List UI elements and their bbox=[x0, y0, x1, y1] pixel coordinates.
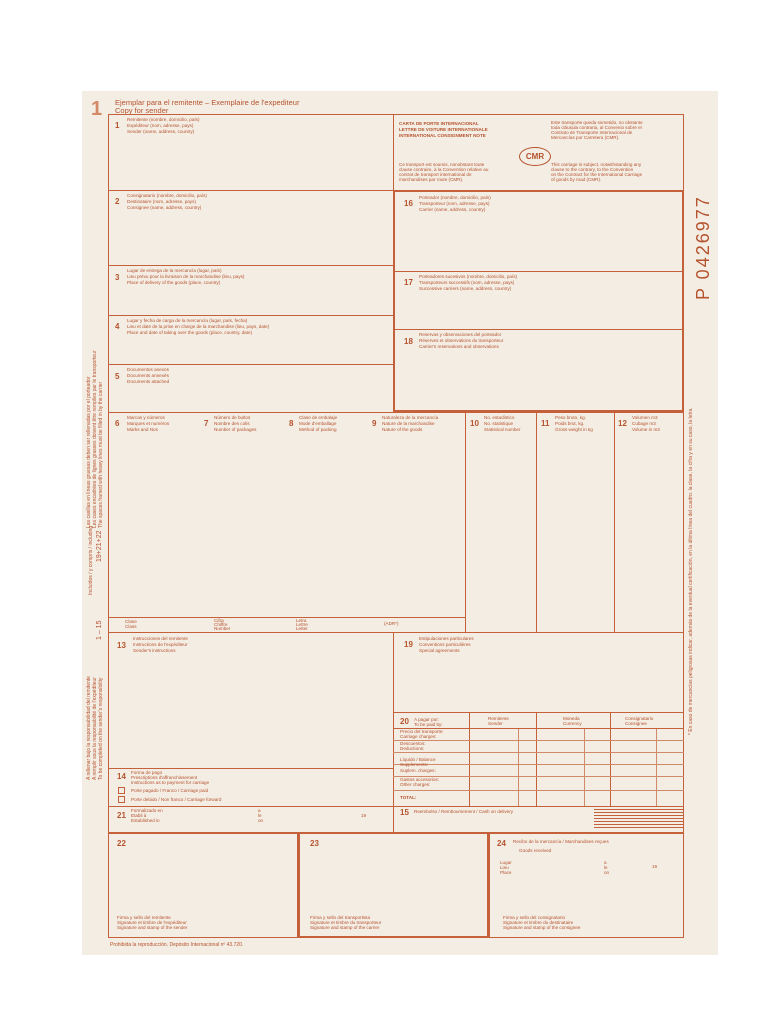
cell-12-label-fr: Cubage m3 bbox=[632, 421, 656, 426]
cell-7-label-en: Number of packages bbox=[214, 427, 257, 432]
pay-row-label-3a: Suplem. charges: bbox=[400, 768, 436, 773]
cell-17-label-en: Successive carriers (name, address, country) bbox=[419, 286, 512, 291]
cell-5-number: 5 bbox=[115, 372, 120, 381]
left-margin-5: A rellenar bajo la responsabilidad del remitente bbox=[86, 676, 92, 780]
cell-4-number: 4 bbox=[115, 322, 120, 331]
cell-6-number: 6 bbox=[115, 419, 120, 428]
cell-22-sig-fr: Signature et timbre de l'expéditeur bbox=[117, 920, 187, 925]
cell-1-label-fr: Expéditeur (nom, adresse, pays) bbox=[127, 123, 194, 128]
left-margin-7: To be completed on the sender's responsibility bbox=[98, 677, 104, 780]
pay-col-consignee-es: Consignatario bbox=[625, 716, 654, 721]
cell-22-sig-es: Firma y sello del remitente bbox=[117, 915, 171, 920]
cell-23-sig-fr: Signature et timbre du transporteur bbox=[310, 920, 382, 925]
cell-4-label-es: Lugar y fecha de carga de la mercancía (lugar, país, fecha) bbox=[127, 318, 248, 323]
cell-8-number: 8 bbox=[289, 419, 294, 428]
cell-11-label-es: Peso bruto, kg. bbox=[555, 415, 586, 420]
cell-1-label-en: Sender (name, address, country) bbox=[127, 129, 195, 134]
line-3-4 bbox=[108, 315, 393, 316]
cell-24-date-fr: le bbox=[604, 865, 608, 870]
cell-10-label-en: Statistical number bbox=[484, 427, 521, 432]
cell-15-label: Reembolso / Remboursement / Cash on delivery bbox=[414, 809, 514, 814]
title-rb-2: clause to the contrary, to the Convention bbox=[551, 167, 634, 172]
adr-label: (ADR*) bbox=[384, 621, 399, 626]
pay-row-1 bbox=[393, 740, 684, 741]
left-margin-1: Las casillas en líneas gruesas deben ser rellenadas por el porteador bbox=[86, 376, 92, 528]
left-margin-2: Les cases encadrées de lignes grasses doivent être remplies par le transporteur bbox=[92, 350, 98, 528]
copy-title-line1: Ejemplar para el remitente – Exemplaire de l'expediteur bbox=[115, 98, 300, 107]
cell-3-number: 3 bbox=[115, 273, 120, 282]
cell-23-number: 23 bbox=[310, 839, 319, 848]
left-margin-range2: 1 – 15 bbox=[96, 620, 103, 640]
cell-2-label-en: Consignee (name, address, country) bbox=[127, 205, 202, 210]
pay-row-label-2a: Líquido / Balance bbox=[400, 757, 436, 762]
pay-row-label-4b: Other charges: bbox=[400, 782, 431, 787]
pay-row-label-2b: Supplements: bbox=[400, 762, 429, 767]
pay-row-label-0b: Carriage charges: bbox=[400, 734, 437, 739]
pay-col-0 bbox=[469, 712, 470, 806]
cell-6-label-es: Marcas y números bbox=[127, 415, 165, 420]
cell-19-number: 19 bbox=[404, 640, 413, 649]
pay-row-3 bbox=[393, 764, 684, 765]
mid-divider bbox=[393, 632, 394, 832]
cell-8-label-fr: Mode d'emballage bbox=[299, 421, 337, 426]
pay-col-currency-es: Moneda bbox=[563, 716, 580, 721]
cell-24-date-es: a bbox=[604, 860, 607, 865]
cell-12-number: 12 bbox=[618, 419, 627, 428]
cell-23-sig-en: Signature and stamp of the carrier bbox=[310, 925, 380, 930]
goods-vline-11 bbox=[536, 412, 537, 632]
line-13-14 bbox=[108, 768, 393, 769]
letra-label-en: Letter bbox=[296, 626, 308, 631]
letra-label-fr: Lettre bbox=[296, 622, 308, 627]
line-4-5 bbox=[108, 364, 393, 365]
cell-24-sig-en: Signature and stamp of the consignee bbox=[503, 925, 581, 930]
line-17-18 bbox=[393, 329, 684, 330]
cell-9-label-en: Nature of the goods bbox=[382, 427, 423, 432]
cell-21-field-a: a bbox=[258, 808, 261, 813]
cell-4-label-fr: Lieu et date de la prise en charge de la marchandise (lieu, pays, date) bbox=[127, 324, 270, 329]
pay-row-5 bbox=[393, 790, 684, 791]
cell-5-label-fr: Documents annexés bbox=[127, 373, 169, 378]
cell-13-number: 13 bbox=[117, 641, 126, 650]
cell-21-year: 19 bbox=[361, 813, 367, 818]
cell-21-label-fr: Etabli à bbox=[131, 813, 147, 818]
title-right-3: Contrato de Transporte Internacional de bbox=[551, 130, 633, 135]
cell-24-place-en: Place bbox=[500, 870, 512, 875]
line-19-20 bbox=[393, 712, 684, 713]
left-margin-3: The spaces framed with heavy lines must be filled in by the carrier bbox=[98, 381, 104, 528]
cell-18-number: 18 bbox=[404, 337, 413, 346]
line-goods-top bbox=[108, 412, 684, 413]
footer-text: Prohibida la reproducción. Depósito Internacional nº 43.720. bbox=[110, 942, 244, 948]
cell-3-label-es: Lugar de entrega de la mercancía (lugar, país) bbox=[127, 268, 222, 273]
line-2-3 bbox=[108, 265, 393, 266]
pay-col-consignee-en: Consignee bbox=[625, 721, 647, 726]
title-rb-1: This carriage is subject, notwithstanding any bbox=[551, 162, 642, 167]
cell-22-number: 22 bbox=[117, 839, 126, 848]
cell-11-label-en: Gross weight in kg bbox=[555, 427, 593, 432]
cell-24-year: 19 bbox=[652, 864, 658, 869]
cell-9-label-es: Naturaleza de la mercancía bbox=[382, 415, 439, 420]
pay-row-label-4a: Gastos accesorios: bbox=[400, 777, 440, 782]
cell-4-label-en: Place and date of taking over the goods (place, country, date) bbox=[127, 330, 253, 335]
pay-row-label-1b: Deductions: bbox=[400, 746, 425, 751]
cell-21-field-le: le bbox=[258, 813, 262, 818]
cell-16-label-fr: Transporteur (nom, adresse, pays) bbox=[419, 201, 490, 206]
line-class-row bbox=[108, 617, 465, 618]
title-right-4: Mercancías por Carretera (CMR). bbox=[551, 135, 620, 140]
cell-7-label-fr: Nombre des colis bbox=[214, 421, 250, 426]
title-left-1: CARTA DE PORTE INTERNACIONAL bbox=[399, 121, 479, 126]
title-left-2: LETTRE DE VOITURE INTERNATIONALE bbox=[399, 127, 488, 132]
cell-10-label-fr: No. statistique bbox=[484, 421, 514, 426]
cmr-logo: CMR bbox=[519, 147, 551, 166]
cell-14-label-es: Forma de pago bbox=[131, 770, 163, 775]
cell-9-number: 9 bbox=[372, 419, 377, 428]
cifra-label-es: Cifra bbox=[214, 618, 224, 623]
cell-3-label-en: Place of delivery of the goods (place, country) bbox=[127, 280, 221, 285]
carriage-paid-label: Porte pagado / Franco / Carriage paid bbox=[131, 788, 209, 793]
left-margin-range1: 19+21+22 bbox=[96, 530, 103, 562]
title-rb-4: of goods by road (CMR). bbox=[551, 177, 602, 182]
carriage-forward-label: Porte debido / Non franco / Carriage forward bbox=[131, 797, 222, 802]
line-16-17 bbox=[393, 271, 684, 272]
cell-13-label-es: Instrucciones del remitente bbox=[133, 636, 188, 641]
letra-label-es: Letra bbox=[296, 618, 307, 623]
cell-18-label-es: Reservas y observaciones del porteador bbox=[419, 332, 502, 337]
pay-col-currency-en: Currency bbox=[563, 721, 582, 726]
line-goods-bottom bbox=[108, 632, 684, 633]
line-14-21 bbox=[108, 806, 393, 807]
cifra-label-en: Number bbox=[214, 626, 231, 631]
cell-2-label-es: Consignatario (nombre, domicilio, país) bbox=[127, 193, 207, 198]
cell-6-label-fr: Marques et numéros bbox=[127, 421, 170, 426]
pay-row-2 bbox=[393, 752, 684, 753]
goods-vline-10 bbox=[465, 412, 466, 632]
carrier-box bbox=[393, 190, 684, 412]
line-1-2 bbox=[108, 190, 393, 191]
cell-24-label-en: Goods received bbox=[519, 848, 552, 853]
pay-row-label-1a: Descuentos: bbox=[400, 741, 426, 746]
left-margin-6: A remplir sous la responsabilité de l'expéditeur bbox=[92, 677, 98, 780]
cell-24-sig-fr: Signature et timbre du destinataire bbox=[503, 920, 574, 925]
cell-21-label-es: Formalizado en bbox=[131, 808, 163, 813]
cell-16-label-es: Porteador (nombre, domicilio, país) bbox=[419, 195, 491, 200]
copy-title-line2: Copy for sender bbox=[115, 106, 169, 115]
cell-17-label-fr: Transporteurs successifs (nom, adresse, pays) bbox=[419, 280, 515, 285]
cell-5-label-en: Documents attached bbox=[127, 379, 170, 384]
cell-19-label-en: Special agreements bbox=[419, 648, 460, 653]
cell-19-label-fr: Conventions particulières bbox=[419, 642, 471, 647]
cell-14-label-fr: Prescriptions d'affranchissement bbox=[131, 775, 198, 780]
class-label-en: Class bbox=[125, 624, 137, 629]
right-margin-note: * En caso de mercancías peligrosas indicar, además de la eventual certificación, en la última línea del cuadro: la clase, la cifra y en su caso, la letra. bbox=[688, 407, 694, 735]
cell-18-label-fr: Réserves et observations du transporteur bbox=[419, 338, 504, 343]
cell-21-field-on: on bbox=[258, 818, 264, 823]
cell-8-label-en: Method of packing bbox=[299, 427, 337, 432]
title-left-3: INTERNATIONAL CONSIGNMENT NOTE bbox=[399, 133, 486, 138]
cell-6-label-en: Marks and Nos bbox=[127, 427, 158, 432]
goods-vline-12 bbox=[614, 412, 615, 632]
cell-7-label-es: Número de bultos bbox=[214, 415, 251, 420]
cell-22-sig-en: Signature and stamp of the sender bbox=[117, 925, 188, 930]
pay-col-sender-es: Remitente bbox=[488, 716, 509, 721]
title-lb-4: marchandises par route (CMR). bbox=[399, 177, 464, 182]
cell-5-label-es: Documentos anexos bbox=[127, 367, 169, 372]
cell-12-label-en: Volume in m3 bbox=[632, 427, 660, 432]
cifra-label-fr: Chiffre bbox=[214, 622, 228, 627]
cell-1-number: 1 bbox=[115, 121, 120, 130]
cell-12-label-es: Volumen m3 bbox=[632, 415, 658, 420]
left-margin-incl: Incluidos / y compris / including bbox=[88, 525, 94, 595]
cod-stripes bbox=[594, 806, 684, 830]
title-right-2: toda cláusula contraria, al Convenio sobre el bbox=[551, 125, 642, 130]
cell-16-label-en: Carrier (name, address, country) bbox=[419, 207, 486, 212]
class-label-es: Clase bbox=[125, 619, 137, 624]
cell-17-number: 17 bbox=[404, 278, 413, 287]
cell-21-number: 21 bbox=[117, 811, 126, 820]
cell-10-number: 10 bbox=[470, 419, 479, 428]
cell-11-number: 11 bbox=[541, 419, 550, 428]
title-right-1: Este transporte queda sometido, no obstante bbox=[551, 120, 643, 125]
cell-24-sig-es: Firma y sello del consignatario bbox=[503, 915, 566, 920]
cell-24-place-fr: Lieu bbox=[500, 865, 509, 870]
cell-15-number: 15 bbox=[400, 808, 409, 817]
cell-14-label-en: Instructions as to payment for carriage bbox=[131, 780, 210, 785]
cell-8-label-es: Clase de embalaje bbox=[299, 415, 338, 420]
pay-total-label: TOTAL: bbox=[400, 795, 417, 800]
carriage-paid-checkbox[interactable] bbox=[118, 787, 125, 794]
title-lb-1: Ce transport est soumis, nonobstant toute bbox=[399, 162, 485, 167]
copy-number: 1 bbox=[91, 98, 103, 120]
cell-20-number: 20 bbox=[400, 717, 409, 726]
cell-11-label-fr: Poids brut, kg. bbox=[555, 421, 585, 426]
cell-24-label-es: Recibo de la mercancía / Marchandises reçues bbox=[513, 839, 609, 844]
cell-3-label-fr: Lieu prévu pour la livraison de la marchandise (lieu, pays) bbox=[127, 274, 245, 279]
cell-19-label-es: Estipulaciones particulares bbox=[419, 636, 474, 641]
cell-20-label-es: A pagar por: bbox=[414, 717, 440, 722]
pay-col-2 bbox=[610, 712, 611, 806]
cell-9-label-fr: Nature de la marchandise bbox=[382, 421, 435, 426]
cell-2-label-fr: Destinataire (nom, adresse, pays) bbox=[127, 199, 196, 204]
carriage-forward-checkbox[interactable] bbox=[118, 796, 125, 803]
cell-24-place-es: Lugar bbox=[500, 860, 512, 865]
cell-17-label-es: Porteadores sucesivos (nombre, domicilio, país) bbox=[419, 274, 518, 279]
title-lb-2: clause contraire, à la Convention relative au bbox=[399, 167, 489, 172]
cell-21-label-en: Established in bbox=[131, 818, 160, 823]
pay-col-1 bbox=[536, 712, 537, 806]
pay-col-sender-en: Sender bbox=[488, 721, 503, 726]
cell-13-label-en: Sender's instructions bbox=[133, 648, 176, 653]
title-rb-3: on the Contract for the International Carriage bbox=[551, 172, 643, 177]
cell-1-label-es: Remitente (nombre, domicilio, país) bbox=[127, 117, 200, 122]
title-lb-3: contrat de transport international de bbox=[399, 172, 472, 177]
cell-2-number: 2 bbox=[115, 197, 120, 206]
cell-20-label-en: To be paid by: bbox=[414, 722, 443, 727]
serial-number: P 0426977 bbox=[693, 195, 713, 300]
cell-14-number: 14 bbox=[117, 772, 126, 781]
cell-18-label-en: Carrier's reservations and observations bbox=[419, 344, 499, 349]
cell-16-number: 16 bbox=[404, 199, 413, 208]
cell-24-date-en: on bbox=[604, 870, 610, 875]
cell-10-label-es: No. estadístico bbox=[484, 415, 515, 420]
cell-24-number: 24 bbox=[497, 839, 506, 848]
cell-7-number: 7 bbox=[204, 419, 209, 428]
cell-13-label-fr: Instructions de l'expéditeur bbox=[133, 642, 188, 647]
cell-23-sig-es: Firma y sello del transportista bbox=[310, 915, 370, 920]
pay-row-label-0a: Precio del transporte: bbox=[400, 729, 444, 734]
